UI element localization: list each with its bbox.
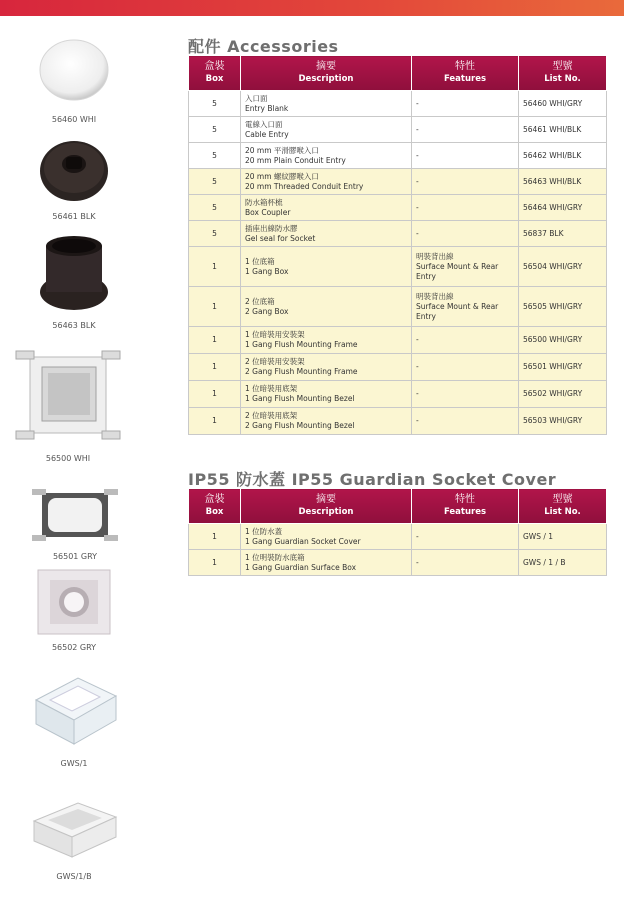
product-code: GWS/1/B [56,872,92,881]
table-row: 1 1 位明裝防水底箱 1 Gang Guardian Surface Box - GWS / 1 / B [189,550,607,576]
table-row: 1 1 位暗裝用安裝架 1 Gang Flush Mounting Frame - 56500 WHI/GRY [189,327,607,354]
product-gws1 [28,670,120,768]
table-row: 5 20 mm 平滑膠喉入口 20 mm Plain Conduit Entry - 56462 WHI/BLK [189,143,607,169]
header-description: 摘要 Description [241,56,412,91]
header-description: 摘要 Description [241,489,412,524]
gang-box-frame-icon [12,343,124,447]
header-features: 特性 Features [412,489,519,524]
accessories-table [188,55,607,435]
product-code: 56460 WHI [51,115,97,124]
guardian-table [188,488,607,576]
table-row: 5 入口面 Entry Blank - 56460 WHI/GRY [189,91,607,117]
table-row: 5 20 mm 螺紋膠喉入口 20 mm Threaded Conduit Entry - 56463 WHI/BLK [189,169,607,195]
header-box: 盒裝 Box [189,489,241,524]
header-list-no: 型號 List No. [519,489,607,524]
product-56502 [36,568,112,652]
table-row: 1 1 位暗裝用底架 1 Gang Flush Mounting Bezel - 56502 WHI/GRY [189,381,607,408]
table-row: 5 插座出線防水膠 Gel seal for Socket - 56837 BLK [189,221,607,247]
product-code: 56500 WHI [45,454,91,463]
product-code: GWS/1 [60,759,88,768]
product-56460 [38,36,110,124]
product-code: 56461 BLK [52,212,96,221]
accessories-title: 配件 Accessories [188,37,339,56]
table-row: 1 2 位暗裝用安裝架 2 Gang Flush Mounting Frame - 56501 WHI/GRY [189,354,607,381]
table-row: 5 防水箱杯梳 Box Coupler - 56464 WHI/GRY [189,195,607,221]
product-56461 [38,135,110,221]
header-list-no: 型號 List No. [519,56,607,91]
table-row: 5 電線入口面 Cable Entry - 56461 WHI/BLK [189,117,607,143]
table-row: 1 2 位底箱 2 Gang Box 明裝背出線 Surface Mount & Rear Entry 56505 WHI/GRY [189,287,607,327]
top-color-bar [0,0,624,16]
product-gws1b [28,795,120,881]
guardian-title: IP55 防水蓋 IP55 Guardian Socket Cover [188,470,557,489]
product-code: 56463 BLK [52,321,96,330]
product-code: 56502 GRY [51,643,97,652]
table-header-row [189,56,607,91]
product-code: 56501 GRY [52,552,98,561]
mounting-frame-icon [30,485,120,545]
table-row: 1 1 位防水蓋 1 Gang Guardian Socket Cover - GWS / 1 [189,524,607,550]
product-56500 [12,343,124,463]
threaded-conduit-entry-icon [38,232,110,314]
product-56501 [30,485,120,561]
table-row: 1 1 位底箱 1 Gang Box 明裝背出線 Surface Mount & Rear Entry 56504 WHI/GRY [189,247,607,287]
header-box: 盒裝 Box [189,56,241,91]
table-header-row [189,489,607,524]
product-56463 [38,232,110,330]
mounting-bezel-icon [36,568,112,636]
header-features: 特性 Features [412,56,519,91]
round-blank-cap-icon [38,36,110,108]
table-row: 1 2 位暗裝用底架 2 Gang Flush Mounting Bezel - 56503 WHI/GRY [189,408,607,435]
guardian-surface-box-icon [28,795,120,865]
cable-entry-grommet-icon [38,135,110,205]
guardian-cover-icon [28,670,120,752]
